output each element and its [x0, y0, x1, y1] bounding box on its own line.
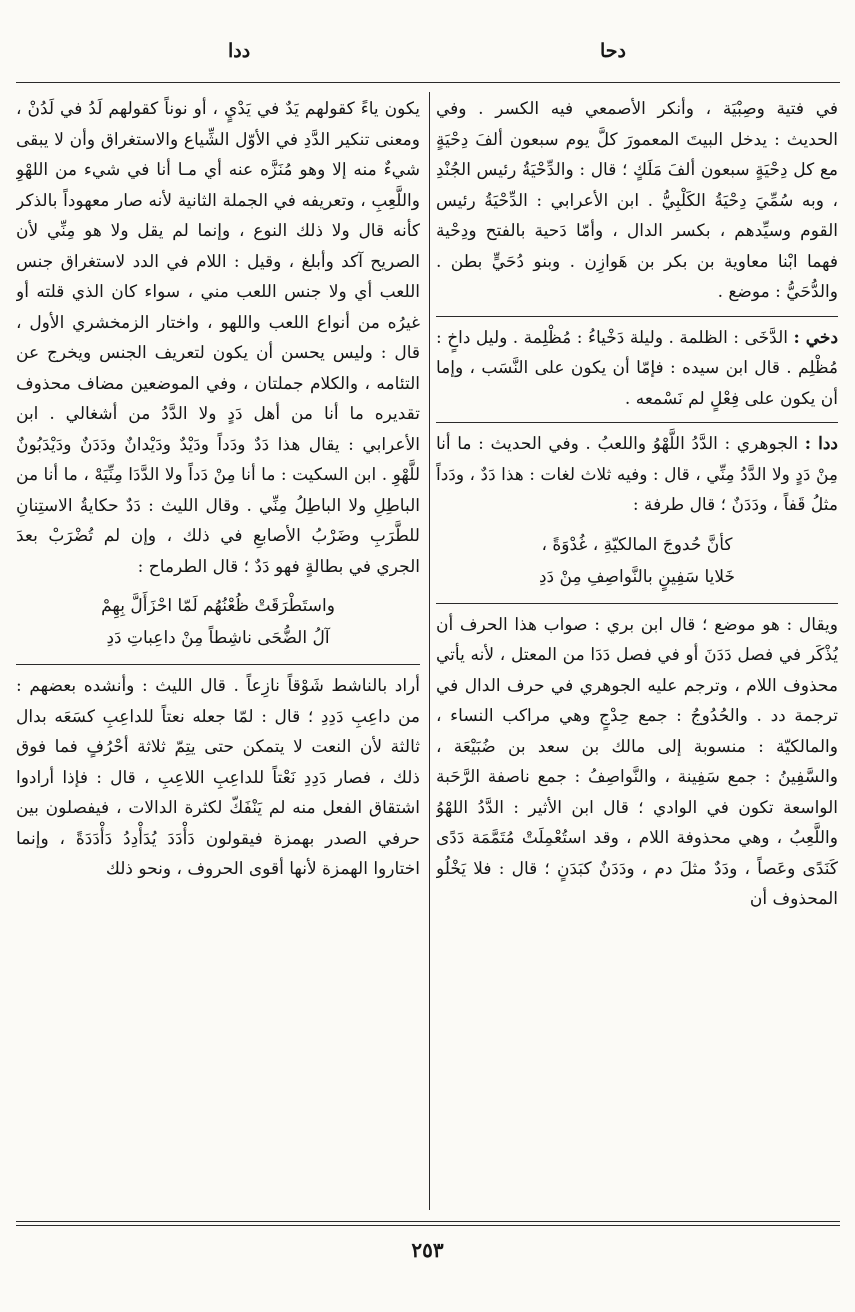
page-number: ٢٥٣: [411, 1238, 444, 1262]
entry-dakhi-head: دخي :: [793, 327, 838, 348]
header-left-word: ددا: [228, 40, 251, 62]
bottom-rule: [16, 1221, 840, 1222]
entry-separator: [436, 422, 838, 423]
right-column: [436, 94, 838, 1212]
bottom-rule-double: [16, 1225, 840, 1226]
right-para-1: في فتية وصِبْيَة ، وأنكر الأصمعي فيه الكسر . وفي الحديث : يدخل البيتَ المعمورَ كلَّ يوم سبعون ألفَ دِحْيَةٍ مع كل دِحْيَةٍ سبعون ألفَ مَلَكٍ ؛ قال : والدِّحْيَةُ رئيس الجُنْدِ ، وبه سُمِّيَ دِحْيَةُ الكَلْبِيُّ . ابن الأعرابي : الدِّحْيَةُ رئيس القوم وسيِّدهم ، بكسر الدال ، وأمّا دَحية بالفتح ودِحْية فهما ابْنا معاوية بن بكر بن هَوازِن . وبنو دُحَيٍّ بطن . والدُّحَيُّ : موضع .: [436, 99, 838, 302]
entry-dakhi-body: الدَّخَى : الظلمة . وليلة دَخْياءُ : مُظْلِمة . وليل داخٍ : مُظْلِم . قال ابن سيده : فإمّا أن يكون على النَّسَب ، وإما أن يكون على فِعْلٍ لم نَسْمعه .: [436, 327, 838, 409]
left-column: [16, 94, 420, 1212]
verse-line-2: خَلايا سَفِينٍ بالنَّواصِفِ مِنْ دَدِ: [538, 566, 736, 587]
left-para-2: أراد بالناشط شَوْقاً نازِعاً . قال الليث : وأنشده بعضهم : من داعِبِ دَدِدِ ؛ قال : لمّا جعله نعتاً للداعِبِ كسَعَه بدال ثالثة لأن النعت لا يتمكن حتى يتِمّ ثلاثة أحْرُفٍ فما فوق ذلك ، فصار دَدِدِ نَعْتاً للداعِبِ اللاعِبِ ، قال : فإذا أرادوا اشتقاق الفعل منه لم يَنْفَكّ لكثرة الدالات ، فيفصلون بين حرفي الصدر بهمزة فيقولون دَأْدَدَ يُدَأْدِدُ دَأْدَدَةً ، وإنما اختاروا الهمزة لأنها أقوى الحروف ، ونحو ذلك: [16, 676, 420, 879]
entry-dada: [436, 429, 838, 521]
verse-separator: [436, 603, 838, 604]
entry-separator: [436, 316, 838, 317]
verse-line-1: كأنَّ حُدوجَ المالكيّةِ ، غُدْوَةً ،: [541, 534, 733, 555]
verse-tarafa: [436, 529, 838, 593]
entry-dada-body: الجوهري : الدَّدُ اللَّهْوُ واللعبُ . وفي الحديث : ما أنا مِنْ دَدٍ ولا الدَّدُ مِنِّي ، قال : وفيه ثلاث لغات : هذا دَدٌ ، ودَداً مثلُ قَفاً ، ودَدَنٌ ؛ قال طرفة :: [436, 434, 838, 515]
top-rule: [16, 82, 840, 83]
verse-line-1: واستَطْرَقَتْ ظُعْنُهُم لَمّا احْزَأَلَّ بِهِمْ: [101, 596, 335, 616]
verse-tirimmah: [16, 590, 420, 654]
right-para-after-verse: ويقال : هو موضع ؛ قال ابن بري : صواب هذا الحرف أن يُذْكَر في فصل دَدَنَ أو في فصل دَدَا من المعتل ، لأنه يأتي محذوف اللام ، وترجم عليه الجوهري في حرف الدال في ترجمة دد . والحُدُوجُ : جمع حِدْجٍ وهي مراكب النساء ، والمالكيّة : منسوبة إلى مالك بن سعد بن ضُبَيْعَة ، والسَّفِينُ : جمع سَفِينة ، والنَّواصِفُ : جمع ناصفة الرَّحَبة الواسعة تكون في الوادي ؛ قال ابن الأثير : الدَّدُ اللهْوُ واللَّعِبُ ، وهي محذوفة اللام ، وقد استُعْمِلَتْ مُتَمَّمَة دَدًى كَنَدًى وعَصاً ، ودَدٌ مثلَ دم ، ودَدَنٌ كبَدَنٍ ؛ قال : فلا يَخْلُو المحذوف أن: [436, 614, 838, 909]
running-header: [0, 40, 855, 70]
entry-dada-head: ددا :: [804, 434, 838, 454]
verse-line-2: آلُ الضُّحَى ناشِطاً مِنْ داعِباتِ دَدِ: [106, 628, 330, 648]
header-right-word: دحا: [600, 40, 626, 62]
verse-separator: [16, 664, 420, 665]
column-divider: [429, 92, 430, 1210]
entry-dakhi: [436, 323, 838, 415]
left-para-1: يكون ياءً كقولهم يَدٌ في يَدْيٍ ، أو نوناً كقولهم لَدُ في لَدُنْ ، ومعنى تنكير الدَّدِ في الأوّل الشِّياع والاستغراق وأن لا يبقى شيءٌ منه إلا وهو مُنَزَّه عنه أي مـا أنا في شيء من اللهْوِ واللَّعِبِ ، وتعريفه في الجملة الثانية لأنه صار معهوداً بالذكر كأنه قال ولا ذلك النوع ، وإنما لم يقل ولا هو مِنِّي لأن الصريح آكد وأبلغ ، وقيل : اللام في الدد لاستغراق جنس اللعب أي ولا جنس اللعب مني ، سواء كان الذي قلته أو غيرُه من أنواع اللعب واللهو ، واختار الزمخشري الأول ، قال : وليس يحسن أن يكون لتعريف الجنس ويخرج عن التئامه ، والكلام جملتان ، وفي الموضعين مضاف محذوف تقديره ما أنا من أهل دَدٍ ولا الدَّدُ من أشغالي . ابن الأعرابي : يقال هذا دَدٌ ودَداً ودَيْدٌ ودَيْدانٌ ودَدَنٌ ودَيْدَبُونٌ للَّهْوِ . ابن السكيت : ما أنا مِنْ دَداً ولا الدَّدَا مِنِّيَهْ ، ما أنا من الباطِلِ ولا الباطِلُ مِنِّي . وقال الليث : دَدٌ حكايةُ الاستِنانِ للطَّرَبِ وضَرْبُ الأصابعِ في ذلك ، وإن لم تُضْرَبْ بعدَ الجري في بطالةٍ فهو دَدٌ ؛ قال الطرماح :: [16, 99, 420, 577]
